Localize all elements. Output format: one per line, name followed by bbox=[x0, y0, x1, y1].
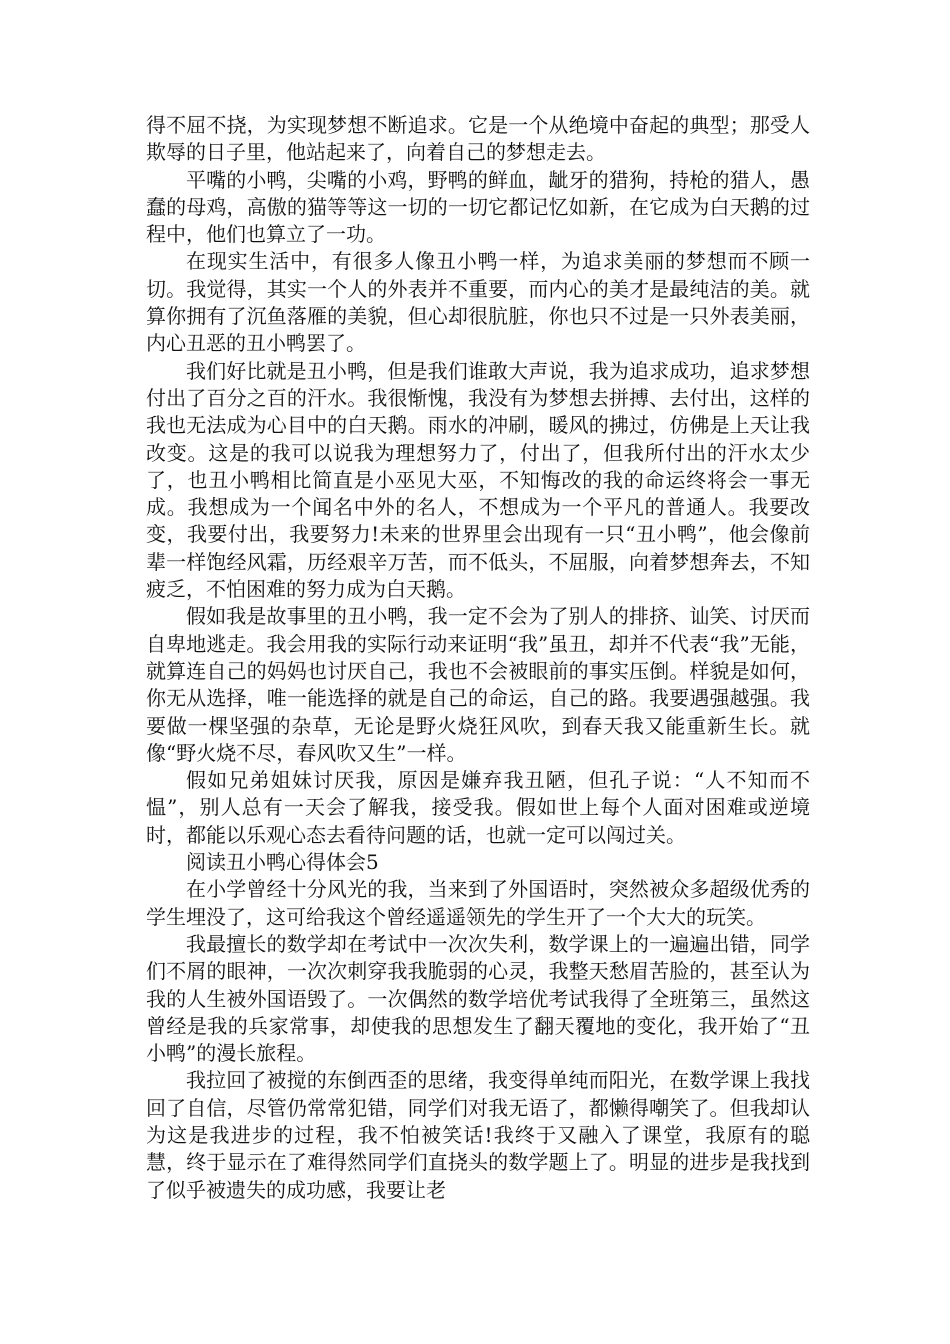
paragraph: 平嘴的小鸭，尖嘴的小鸡，野鸭的鲜血，龇牙的猎狗，持枪的猎人，愚蠢的母鸡，高傲的猫等等这一切的一切它都记忆如新，在它成为白天鹅的过程中，他们也算立了一功。 bbox=[146, 167, 810, 247]
section-heading: 阅读丑小鸭心得体会5 bbox=[186, 850, 379, 875]
paragraph-continuation: 得不屈不挠，为实现梦想不断追求。它是一个从绝境中奋起的典型；那受人欺辱的日子里，他站起来了，向着自己的梦想走去。 bbox=[146, 113, 810, 165]
paragraph: 假如我是故事里的丑小鸭，我一定不会为了别人的排挤、讪笑、讨厌而自卑地逃走。我会用我的实际行动来证明“我”虽丑，却并不代表“我”无能，就算连自己的妈妈也讨厌自己，我也不会被眼前的事实压倒。样貌是如何，你无从选择，唯一能选择的就是自己的命运，自己的路。我要遇强越强。我要做一棵坚强的杂草，无论是野火烧狂风吹，到春天我又能重新生长。就像“野火烧不尽，春风吹又生”一样。 bbox=[146, 604, 810, 765]
document-body bbox=[146, 112, 810, 1204]
paragraph: 在现实生活中，有很多人像丑小鸭一样，为追求美丽的梦想而不顾一切。我觉得，其实一个人的外表并不重要，而内心的美才是最纯洁的美。就算你拥有了沉鱼落雁的美貌，但心却很肮脏，你也只不过是一只外表美丽，内心丑恶的丑小鸭罢了。 bbox=[146, 249, 810, 356]
paragraph: 我最擅长的数学却在考试中一次次失利，数学课上的一遍遍出错，同学们不屑的眼神，一次次刺穿我我脆弱的心灵，我整天愁眉苦脸的，甚至认为我的人生被外国语毁了。一次偶然的数学培优考试我得了全班第三，虽然这曾经是我的兵家常事，却使我的思想发生了翻天覆地的变化，我开始了“丑小鸭”的漫长旅程。 bbox=[146, 931, 810, 1066]
paragraph: 假如兄弟姐妹讨厌我，原因是嫌弃我丑陋，但孔子说：“人不知而不愠”，别人总有一天会了解我，接受我。假如世上每个人面对困难或逆境时，都能以乐观心态去看待问题的话，也就一定可以闯过关。 bbox=[146, 768, 810, 847]
paragraph: 在小学曾经十分风光的我，当来到了外国语时，突然被众多超级优秀的学生埋没了，这可给我这个曾经遥遥领先的学生开了一个大大的玩笑。 bbox=[146, 877, 810, 929]
paragraph: 我们好比就是丑小鸭，但是我们谁敢大声说，我为追求成功，追求梦想付出了百分之百的汗水。我很惭愧，我没有为梦想去拼搏、去付出，这样的我也无法成为心目中的白天鹅。雨水的冲刷，暖风的拂过，仿佛是上天让我改变。这是的我可以说我为理想努力了，付出了，但我所付出的汗水太少了，也丑小鸭相比简直是小巫见大巫，不知悔改的我的命运终将会一事无成。我想成为一个闻名中外的名人，不想成为一个平凡的普通人。我要改变，我要付出，我要努力!未来的世界里会出现有一只“丑小鸭”，他会像前辈一样饱经风霜，历经艰辛万苦，而不低头，不屈服，向着梦想奔去，不知疲乏，不怕困难的努力成为白天鹅。 bbox=[146, 358, 810, 602]
paragraph: 我拉回了被搅的东倒西歪的思绪，我变得单纯而阳光，在数学课上我找回了自信，尽管仍常常犯错，同学们对我无语了，都懒得嘲笑了。但我却认为这是我进步的过程，我不怕被笑话!我终于又融入了课堂，我原有的聪慧，终于显示在了难得然同学们直挠头的数学题上了。明显的进步是我找到了似乎被遗失的成功感，我要让老 bbox=[146, 1068, 810, 1202]
